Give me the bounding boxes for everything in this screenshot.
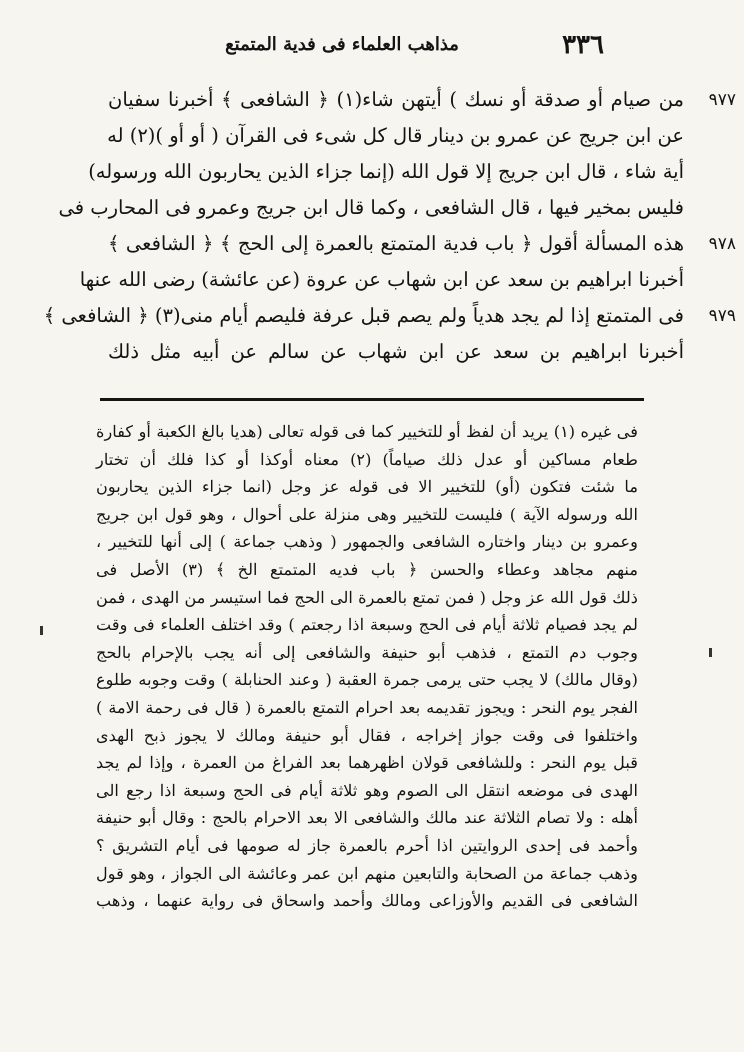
main-text [43,82,736,370]
main-line [108,226,736,262]
main-line-text: عن ابن جريج عن عمرو بن دينار قال كل شىء فى القرآن ( أو أو )(٢) له [107,124,684,147]
main-line-text: فليس بمخير فيها ، قال الشافعى ، وكما قال ابن جريج وعمرو فى المحارب فى [58,196,684,219]
main-line [79,262,684,298]
footnote-line: الشافعى فى القديم والأوزاعى ومالك وأحمد واسحاق فى رواية عنهما ، وذهب [96,891,638,911]
main-line [108,334,684,370]
footnotes [96,418,638,915]
footnote-line: وذهب جماعة من الصحابة والتابعين منهم ابن عمر وعائشة الى الجواز ، وهو قول [96,863,638,883]
footnote-line: وجوب دم التمتع ، فذهب أبو حنيفة والشافعى إلى أنه يجب بالإحرام بالحج [96,642,638,662]
footnote-line: الله ورسوله الآية ) فليست للتخيير وهى منزلة على أحوال ، وهو قول ابن جريج [96,504,638,524]
footnote-line: الفجر يوم النحر : ويجوز تقديمه بعد احرام التمتع بالعمرة ( قال فى رحمة الامة ) [96,697,638,717]
main-line-text: أخبرنا ابراهيم بن سعد عن ابن شهاب عن سالم عن أبيه مثل ذلك [108,340,684,363]
footnote-line: لم يجد فصيام ثلاثة أيام فى الحج وسبعة اذا رجعتم ) وقد اختلف العلماء فى وقت [96,615,638,635]
main-line [43,298,736,334]
footnote-line: (وقال مالك) لا يجب حتى يرمى جمرة العقبة ( وعند الحنابلة ) وقت وجوبه طلوع [96,670,638,690]
page-number: ٣٣٦ [562,30,604,60]
page-header [140,30,604,64]
main-line [88,154,684,190]
footnote-line: الهدى فى موضعه انتقل الى الصوم وهو ثلاثة أيام فى الحج وسبعة اذا رجع الى [96,780,638,800]
footnote-line: قبل يوم النحر : وللشافعى قولان اظهرهما بعد الفراغ من العمرة ، وإذا لم يجد [96,753,638,773]
footnote-line: منهم مجاهد وعطاء والحسن ﴿ باب فديه المتمتع الخ ﴾ (٣) الأصل فى [96,559,638,579]
footnote-line: فى غيره (١) يريد أن لفظ أو للتخيير كما فى قوله تعالى (هديا بالغ الكعبة أو كفارة [96,422,638,441]
hadith-number: ٩٧٨ [708,234,736,254]
footnote-line: ذلك قول الله عز وجل ( فمن تمتع بالعمرة الى الحج فما استيسر من الهدى ، فمن [96,587,638,607]
hadith-number: ٩٧٧ [708,90,736,110]
main-line-text: أية شاء ، قال ابن جريج إلا قول الله (إنما جزاء الذين يحاربون الله ورسوله) [88,160,684,183]
footnote-line: طعام مساكين أو عدل ذلك صياماً) (٢) معناه أوكذا أو كذا فلك أن تختار [96,449,639,469]
footnote-line: ما شئت فتكون (أو) للتخيير الا فى قوله عز وجل (انما جزاء الذين يحاربون [96,477,638,497]
print-speck [40,626,43,635]
footnote-line: وعمرو بن دينار واختاره الشافعى والجمهور ( وذهب جماعة ) إلى أنها للتخيير ، [96,532,638,552]
footnote-line: وأحمد فى إحدى الروايتين اذا أحرم بالعمرة جاز له صومها فى أيام التشريق ؟ [96,835,638,855]
print-speck [709,648,712,657]
running-title: مذاهب العلماء فى فدية المتمتع [225,34,459,55]
footnote-divider [100,398,644,401]
main-line [108,118,684,154]
main-line [58,190,684,226]
main-line-text: أخبرنا ابراهيم بن سعد عن ابن شهاب عن عروة (عن عائشة) رضى الله عنها [79,268,684,291]
footnote-line: أهله : ولا تصام الثلاثة عند مالك والشافعى الا بعد الاحرام بالحج : وقال أبو حنيفة [96,808,638,828]
footnote-line: واختلفوا فى وقت جواز إخراجه ، فقال أبو حنيفة ومالك لا يجوز ذبح الهدى [96,725,638,745]
main-line [108,82,736,118]
main-line-text: هذه المسألة أقول ﴿ باب فدية المتمتع بالعمرة إلى الحج ﴾ ﴿ الشافعى ﴾ [108,232,684,255]
main-line-text: من صيام أو صدقة أو نسك ) أيتهن شاء(١) ﴿ الشافعى ﴾ أخبرنا سفيان [108,88,684,111]
main-line-text: فى المتمتع إذا لم يجد هدياً ولم يصم قبل عرفة فليصم أيام منى(٣) ﴿ الشافعى ﴾ [43,304,684,327]
hadith-number: ٩٧٩ [708,306,736,326]
